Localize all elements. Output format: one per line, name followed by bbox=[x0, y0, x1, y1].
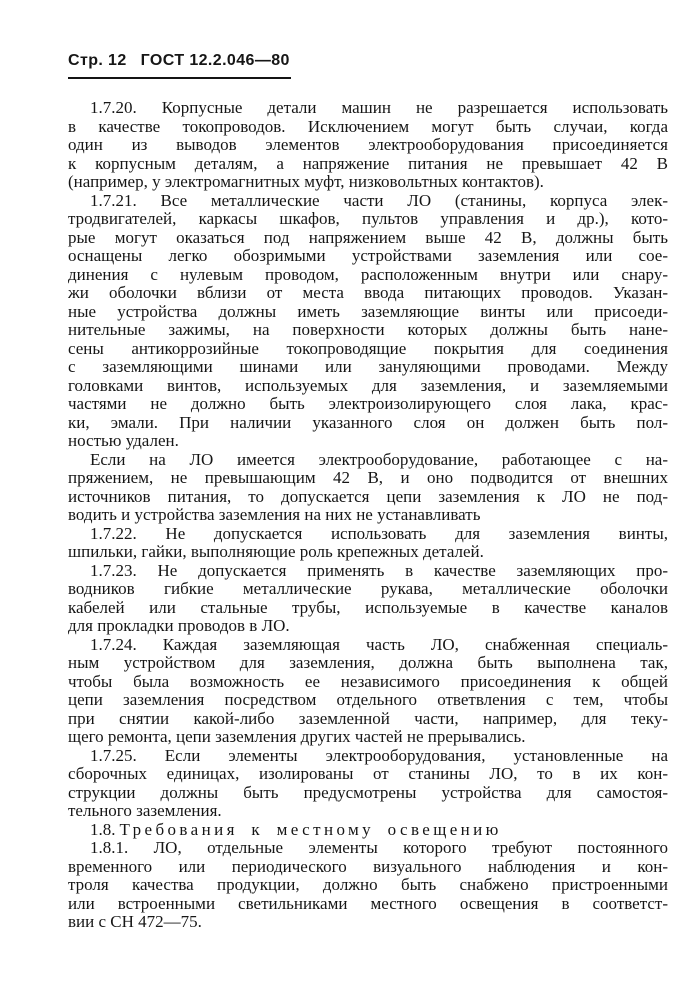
text-line: нительные зажимы, на поверхности которых должны быть нане- bbox=[68, 321, 668, 339]
text-line: 1.7.23. Не допускается применять в качестве заземляющих про- bbox=[90, 561, 668, 580]
text-line: частями не должно быть электроизолирующего слоя лака, крас- bbox=[68, 395, 668, 413]
paragraph-1-8 bbox=[68, 821, 668, 840]
text-line: к корпусным деталям, а напряжение питания не превышает 42 В bbox=[68, 154, 668, 173]
text-line: троля качества продукции, должно быть снабжено пристроенными bbox=[68, 876, 668, 894]
text-line: 1.7.24. Каждая заземляющая часть ЛО, снабженная специаль- bbox=[90, 635, 668, 654]
text-line: тельного заземления. bbox=[68, 802, 222, 820]
text-line: 1.7.25. Если элементы электрооборудования, установленные на bbox=[90, 746, 668, 765]
text-line: щего ремонта, цепи заземления других частей не прерывались. bbox=[68, 728, 526, 746]
text-line: с заземляющими шинами или зануляющими проводами. Между bbox=[68, 358, 668, 376]
text-line: 1.7.22. Не допускается использовать для заземления винты, bbox=[90, 524, 668, 543]
text-line: жи оболочки вблизи от места ввода питающих проводов. Указан- bbox=[68, 284, 668, 302]
paragraph-1-7-22 bbox=[68, 525, 668, 562]
text-line: ки, эмали. При наличии указанного слоя он должен быть пол- bbox=[68, 413, 668, 432]
paragraph-1-7-24 bbox=[68, 636, 668, 747]
text-line: вии с СН 472—75. bbox=[68, 913, 202, 931]
text-line: шпильки, гайки, выполняющие роль крепежных деталей. bbox=[68, 543, 484, 561]
text-line: оснащены легко обозримыми устройствами заземления или сое- bbox=[68, 247, 668, 265]
text-line: водить и устройства заземления на них не устанавливать bbox=[68, 506, 481, 524]
text-line: кабелей или стальные трубы, используемые в качестве каналов bbox=[68, 598, 668, 617]
paragraph-note-lo bbox=[68, 451, 668, 525]
text-line: пряжением, не превышающим 42 В, и оно подводится от внешних bbox=[68, 469, 668, 487]
text-line: сборочных единицах, изолированы от станины ЛО, то в их кон- bbox=[68, 765, 668, 783]
section-heading bbox=[68, 821, 668, 840]
text-line: или встроенными светильниками местного освещения в соответст- bbox=[68, 894, 668, 913]
text-line: при снятии какой-либо заземленной части, например, для теку- bbox=[68, 709, 668, 728]
text-line: 1.7.21. Все металлические части ЛО (станины, корпуса элек- bbox=[90, 191, 668, 210]
text-line: Если на ЛО имеется электрооборудование, работающее с на- bbox=[90, 450, 668, 469]
text-line: временного или периодического визуального наблюдения и кон- bbox=[68, 857, 668, 876]
text-line: для прокладки проводов в ЛО. bbox=[68, 617, 290, 635]
paragraph-1-7-20 bbox=[68, 99, 668, 192]
text-line: тродвигателей, каркасы шкафов, пультов управления и др.), кото- bbox=[68, 210, 668, 228]
text-line: в качестве токопроводов. Исключением могут быть случаи, когда bbox=[68, 117, 668, 136]
text-line: рые могут оказаться под напряжением выше 42 В, должны быть bbox=[68, 228, 668, 247]
text-line: динения с нулевым проводом, расположенным внутри или снару- bbox=[68, 265, 668, 284]
header-rule bbox=[68, 77, 291, 79]
text-line: головками винтов, используемых для заземления, и заземляемыми bbox=[68, 376, 668, 395]
paragraph-1-7-23 bbox=[68, 562, 668, 636]
text-line: сены антикоррозийные токопроводящие покрытия для соединения bbox=[68, 339, 668, 358]
text-line: 1.7.20. Корпусные детали машин не разрешается использовать bbox=[90, 99, 668, 117]
text-line: ным устройством для заземления, должна быть выполнена так, bbox=[68, 654, 668, 672]
text-line: цепи заземления посредством отдельного ответвления с тем, чтобы bbox=[68, 691, 668, 709]
paragraph-1-8-1 bbox=[68, 839, 668, 932]
paragraph-1-7-25 bbox=[68, 747, 668, 821]
text-line: струкции должны быть предусмотрены устройства для самостоя- bbox=[68, 783, 668, 802]
text-line: один из выводов элементов электрооборудования присоединяется bbox=[68, 136, 668, 154]
text-line: 1.8.1. ЛО, отдельные элементы которого требуют постоянного bbox=[90, 839, 668, 857]
text-line: источников питания, то допускается цепи заземления к ЛО не под- bbox=[68, 487, 668, 506]
page-number: Стр. 12 bbox=[68, 52, 127, 69]
paragraph-1-7-21 bbox=[68, 192, 668, 451]
section-number: 1.8. bbox=[90, 820, 116, 839]
document-body bbox=[68, 99, 668, 932]
standard-number: ГОСТ 12.2.046—80 bbox=[140, 52, 290, 69]
text-line: (например, у электромагнитных муфт, низковольтных контактов). bbox=[68, 173, 544, 191]
text-line: ностью удален. bbox=[68, 432, 179, 450]
section-title: Требования к местному освещению bbox=[119, 820, 502, 839]
text-line: водников гибкие металлические рукава, металлические оболочки bbox=[68, 580, 668, 598]
text-line: ные устройства должны иметь заземляющие винты или присоеди- bbox=[68, 302, 668, 321]
running-header bbox=[68, 52, 290, 70]
text-line: чтобы была возможность ее независимого присоединения к общей bbox=[68, 672, 668, 691]
